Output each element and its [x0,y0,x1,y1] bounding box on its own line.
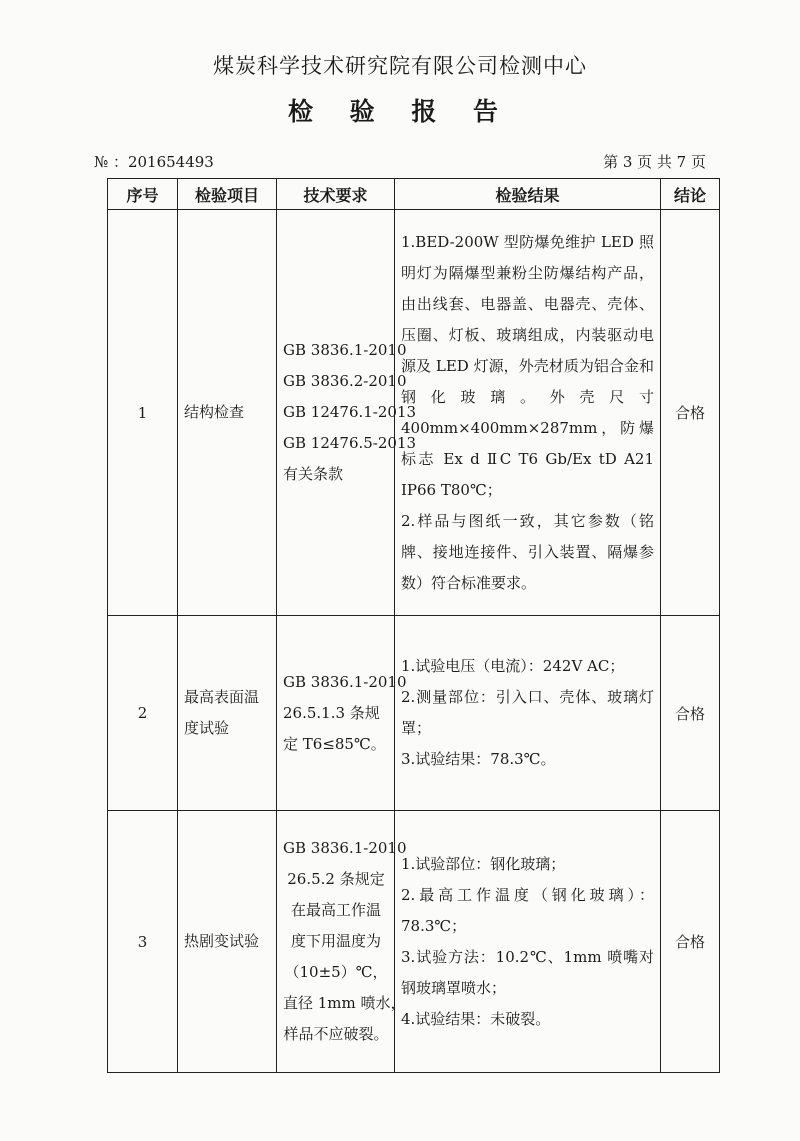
requirement-line: GB 12476.1-2013 [283,403,417,421]
row-number: 3 [108,811,178,1073]
result-line: 3.试验方法：10.2℃、1mm 喷嘴对钢玻璃罩喷水； [401,947,654,997]
result-line: 1.BED-200W 型防爆免维护 LED 照明灯为隔爆型兼粉尘防爆结构产品，由出线套、电器盖、电器壳、壳体、压圈、灯板、玻璃组成，内装驱动电源及 LED 灯源，外壳材质为铝合金和钢化玻璃。外壳尺寸 400mm×400mm×287mm，防爆标志 Ex d ⅡC T6 Gb/Ex tD A21 IP66 T80℃； [401,232,654,499]
result-line: 2.测量部位：引入口、壳体、玻璃灯罩； [401,688,654,737]
requirement-line: 样品不应破裂。 [283,1025,389,1043]
organization-name: 煤炭科学技术研究院有限公司检测中心 [213,54,587,78]
technical-requirement [277,811,407,1073]
result-line: 1.试验电压（电流）：242V AC； [401,657,625,675]
requirement-line: （10±5）℃， [284,963,388,981]
table-row [108,616,720,811]
requirement-line: 有关条款 [283,465,344,483]
column-header-item: 检验项目 [178,179,277,210]
test-result [395,811,661,1073]
requirement-line: 定 T6≤85℃。 [283,734,386,753]
requirement-line: GB 3836.1-2010 [283,341,407,359]
table-row [108,210,720,616]
report-title: 检 验 报 告 [287,97,513,126]
row-number: 2 [108,616,178,811]
column-header-no: 序号 [108,179,178,210]
test-item: 热剧变试验 [178,811,277,1073]
result-line: 3.试验结果：78.3℃。 [401,750,556,768]
result-line: 2.样品与图纸一致，其它参数（铭牌、接地连接件、引入装置、隔爆参数）符合标准要求。 [401,511,654,592]
conclusion: 合格 [661,811,720,1073]
requirement-line: 度下用温度为 [290,932,381,950]
requirement-line: 在最高工作温 [290,901,381,919]
requirement-line: GB 3836.1-2010 [283,839,407,857]
report-number: № ：201654493 [94,153,214,171]
column-header-result: 检验结果 [395,179,661,210]
result-line: 1.试验部位：钢化玻璃； [401,854,566,873]
requirement-line: GB 3836.2-2010 [283,372,407,390]
technical-requirement [277,616,407,811]
result-line: 2.最高工作温度（钢化玻璃）：78.3℃； [401,885,654,935]
technical-requirement [277,210,417,616]
inspection-table [107,178,720,1073]
table-row [108,811,720,1073]
requirement-line: GB 12476.5-2013 [283,434,417,452]
conclusion: 合格 [661,616,720,811]
requirement-line: 26.5.1.3 条规 [283,703,380,722]
conclusion: 合格 [661,210,720,616]
test-item: 结构检查 [178,210,277,616]
requirement-line: 直径 1mm 喷水， [283,994,406,1012]
test-result [395,616,661,811]
column-header-conclusion: 结论 [661,179,720,210]
column-header-requirement: 技术要求 [277,179,395,210]
table-header-row [108,179,720,210]
test-result [395,210,661,616]
test-item: 最高表面温度试验 [178,616,277,811]
requirement-line: 26.5.2 条规定 [287,870,385,888]
requirement-line: GB 3836.1-2010 [283,672,407,691]
result-line: 4.试验结果：未破裂。 [401,1009,551,1028]
row-number: 1 [108,210,178,616]
page-info: 第 3 页 共 7 页 [603,153,706,171]
